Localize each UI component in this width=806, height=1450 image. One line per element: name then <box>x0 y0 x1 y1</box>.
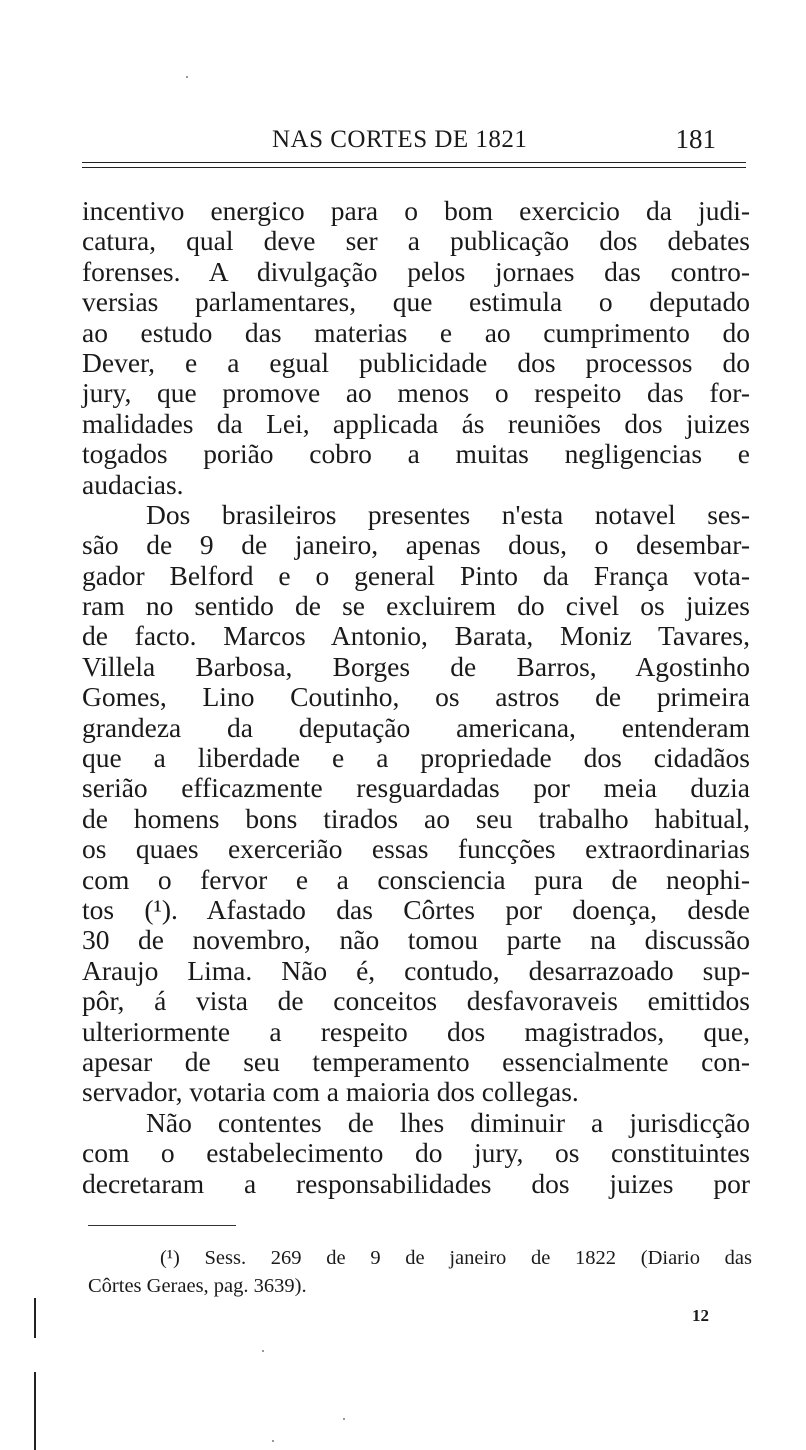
text-line: grandeza da deputação americana, entenderam <box>82 711 750 743</box>
text-line: catura, qual deve ser a publicação dos debates <box>82 225 750 257</box>
page-header <box>82 122 750 158</box>
scan-speck <box>272 1440 274 1442</box>
text-line: pôr, á vista de conceitos desfavoraveis emittidos <box>82 985 750 1017</box>
header-rule-top <box>82 162 746 163</box>
footnote-line: Côrtes Geraes, pag. 3639). <box>88 1275 307 1297</box>
text-line: os quaes exercerião essas funcções extraordinarias <box>82 833 750 865</box>
footnote-line: (¹) Sess. 269 de 9 de janeiro de 1822 (Diario das <box>160 1247 752 1269</box>
scan-edge-mark <box>34 1298 36 1338</box>
text-line: Araujo Lima. Não é, contudo, desarrazoado sup- <box>82 954 750 986</box>
text-line: Dever, e a egual publicidade dos processos do <box>82 346 750 378</box>
text-line: são de 9 de janeiro, apenas dous, o desembar- <box>82 529 750 561</box>
text-line: 30 de novembro, não tomou parte na discussão <box>82 924 750 956</box>
text-line: com o estabelecimento do jury, os constituintes <box>82 1137 750 1169</box>
text-line: servador, votaria com a maioria dos collegas. <box>82 1076 579 1108</box>
text-line: ulteriormente a respeito dos magistrados, que, <box>82 1015 750 1047</box>
footnote <box>88 1244 752 1300</box>
text-line: de facto. Marcos Antonio, Barata, Moniz Tavares, <box>82 620 750 652</box>
footnote-divider <box>88 1225 236 1226</box>
text-line: Villela Barbosa, Borges de Barros, Agostinho <box>82 650 750 682</box>
text-line: gador Belford e o general Pinto da França vota- <box>82 559 750 591</box>
running-title: NAS CORTES DE 1821 <box>272 126 528 153</box>
text-line: togados porião cobro a muitas negligencias e <box>82 438 750 470</box>
text-line: Gomes, Lino Coutinho, os astros de primeira <box>82 681 750 713</box>
text-line: com o fervor e a consciencia pura de neophi- <box>82 863 750 895</box>
text-line: audacias. <box>82 468 184 500</box>
text-line: incentivo energico para o bom exercicio da judi- <box>82 195 750 226</box>
text-line: decretaram a responsabilidades dos juizes por <box>82 1167 750 1199</box>
paragraph-start: Não contentes de lhes diminuir a jurisdicção <box>146 1106 750 1138</box>
text-line: ram no sentido de se excluirem do civel os juizes <box>82 590 750 622</box>
paragraph-start: Dos brasileiros presentes n'esta notavel ses- <box>146 498 750 530</box>
signature-mark: 12 <box>692 1306 709 1325</box>
main-text <box>82 196 750 1199</box>
text-line: ao estudo das materias e ao cumprimento do <box>82 316 750 348</box>
text-line: apesar de seu temperamento essencialmente con- <box>82 1045 750 1077</box>
text-line: que a liberdade e a propriedade dos cidadãos <box>82 742 750 774</box>
scan-speck <box>343 1418 345 1420</box>
scan-edge-mark <box>34 1372 36 1450</box>
text-line: tos (¹). Afastado das Côrtes por doença, desde <box>82 893 750 925</box>
scan-speck <box>262 1350 264 1352</box>
page-number: 181 <box>675 124 716 154</box>
text-line: malidades da Lei, applicada ás reuniões dos juizes <box>82 407 750 439</box>
text-line: versias parlamentares, que estimula o deputado <box>82 286 750 318</box>
scan-speck <box>186 76 188 78</box>
text-line: serião efficazmente resguardadas por meia duzia <box>82 772 750 804</box>
text-line: forenses. A divulgação pelos jornaes das contro- <box>82 255 750 287</box>
text-line: de homens bons tirados ao seu trabalho habitual, <box>82 802 750 834</box>
text-line: jury, que promove ao menos o respeito das for- <box>82 377 750 409</box>
header-rule-bottom <box>82 167 746 168</box>
